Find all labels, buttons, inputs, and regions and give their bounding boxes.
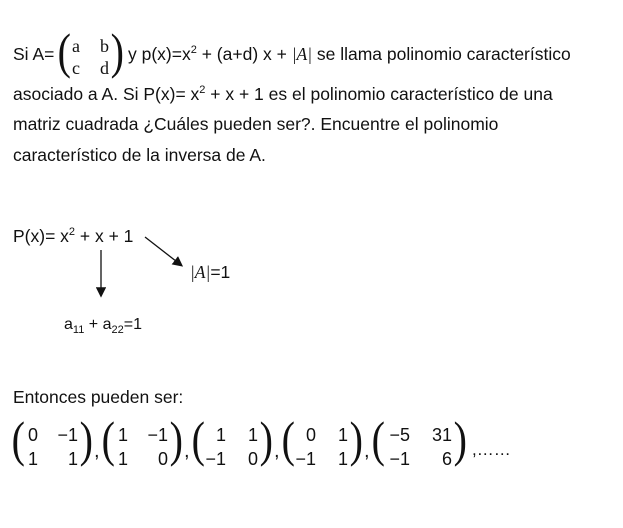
intro-seg3: se llama polinomio característico	[312, 44, 571, 64]
matrix-cell: −1	[57, 425, 78, 445]
right-paren: )	[110, 23, 124, 79]
subscript-22: 22	[111, 324, 124, 336]
matrix-cell: 31	[431, 425, 452, 445]
intro-seg2: + (a+d) x +	[196, 44, 292, 64]
intro-line2-text: asociado a A. Si P(x)= x	[13, 84, 200, 104]
matrix-cell: 0	[157, 449, 168, 469]
matrix-cell: 0	[247, 449, 258, 469]
matrix-cell: 1	[337, 449, 348, 469]
matrix-cell: 1	[337, 425, 348, 445]
matrix-cell: −1	[295, 449, 316, 469]
subscript-11: 11	[72, 324, 85, 336]
a-plus: + a	[84, 316, 112, 333]
exponent: 2	[68, 226, 76, 238]
abs-a: |A|	[291, 44, 313, 64]
trace-value: =1	[123, 316, 142, 333]
det-symbol: |A|	[190, 262, 211, 282]
trace-equation	[64, 316, 142, 334]
matrix-cell: 1	[27, 449, 38, 469]
matrix-a-cell: d	[100, 58, 109, 78]
matrix-cell: −1	[205, 449, 226, 469]
matrix-cell: 6	[441, 449, 452, 469]
matrix-4: ( 0 1 −1 1 )	[281, 411, 363, 469]
matrix-cell: −5	[389, 425, 410, 445]
ellipsis: ,……	[472, 440, 511, 459]
matrix-a-cell: a	[72, 36, 80, 56]
matrix-cell: −1	[147, 425, 168, 445]
matrix-cell: 1	[67, 449, 78, 469]
a-base: a	[64, 316, 73, 333]
conclusion-label: Entonces pueden ser:	[13, 387, 184, 407]
left-paren: (	[57, 23, 71, 79]
matrices-row: ( 0 −1 1 1 ) , ( 1 −1 1 0 ) , ( 1 1 −1 0 ) , ( 0 1 −1 1 ) , ( −5 31 −1 6 ) ,……	[12, 422, 612, 478]
matrix-1: ( 0 −1 1 1 )	[11, 411, 93, 469]
exponent: 2	[190, 44, 197, 56]
matrix-a-cell: b	[100, 36, 109, 56]
intro-line-4: característico de la inversa de A.	[13, 145, 266, 165]
matrix-cell: 0	[27, 425, 38, 445]
matrix-cell: 1	[247, 425, 258, 445]
matrix-cell: 1	[117, 425, 128, 445]
matrix-2: ( 1 −1 1 0 )	[101, 411, 183, 469]
matrix-cell: 0	[305, 425, 316, 445]
exponent: 2	[199, 84, 206, 96]
det-equation	[190, 262, 230, 283]
matrix-cell: 1	[215, 425, 226, 445]
diagonal-arrow	[145, 237, 181, 265]
intro-prefix: Si A=	[13, 44, 55, 64]
poly-rest: + x + 1	[75, 226, 134, 246]
matrix-cell: 1	[117, 449, 128, 469]
det-value: =1	[210, 262, 231, 282]
intro-seg1: y p(x)=x	[128, 44, 191, 64]
matrix-5: ( −5 31 −1 6 )	[371, 411, 467, 469]
intro-line-3: matriz cuadrada ¿Cuáles pueden ser?. Encuentre el polinomio	[13, 114, 499, 134]
matrix-a-cell: c	[72, 58, 80, 78]
matrix-cell: −1	[389, 449, 410, 469]
matrix-3: ( 1 1 −1 0 )	[191, 411, 273, 469]
intro-line2-rest: + x + 1 es el polinomio característico de una	[205, 84, 553, 104]
poly-pre: P(x)= x	[13, 226, 69, 246]
